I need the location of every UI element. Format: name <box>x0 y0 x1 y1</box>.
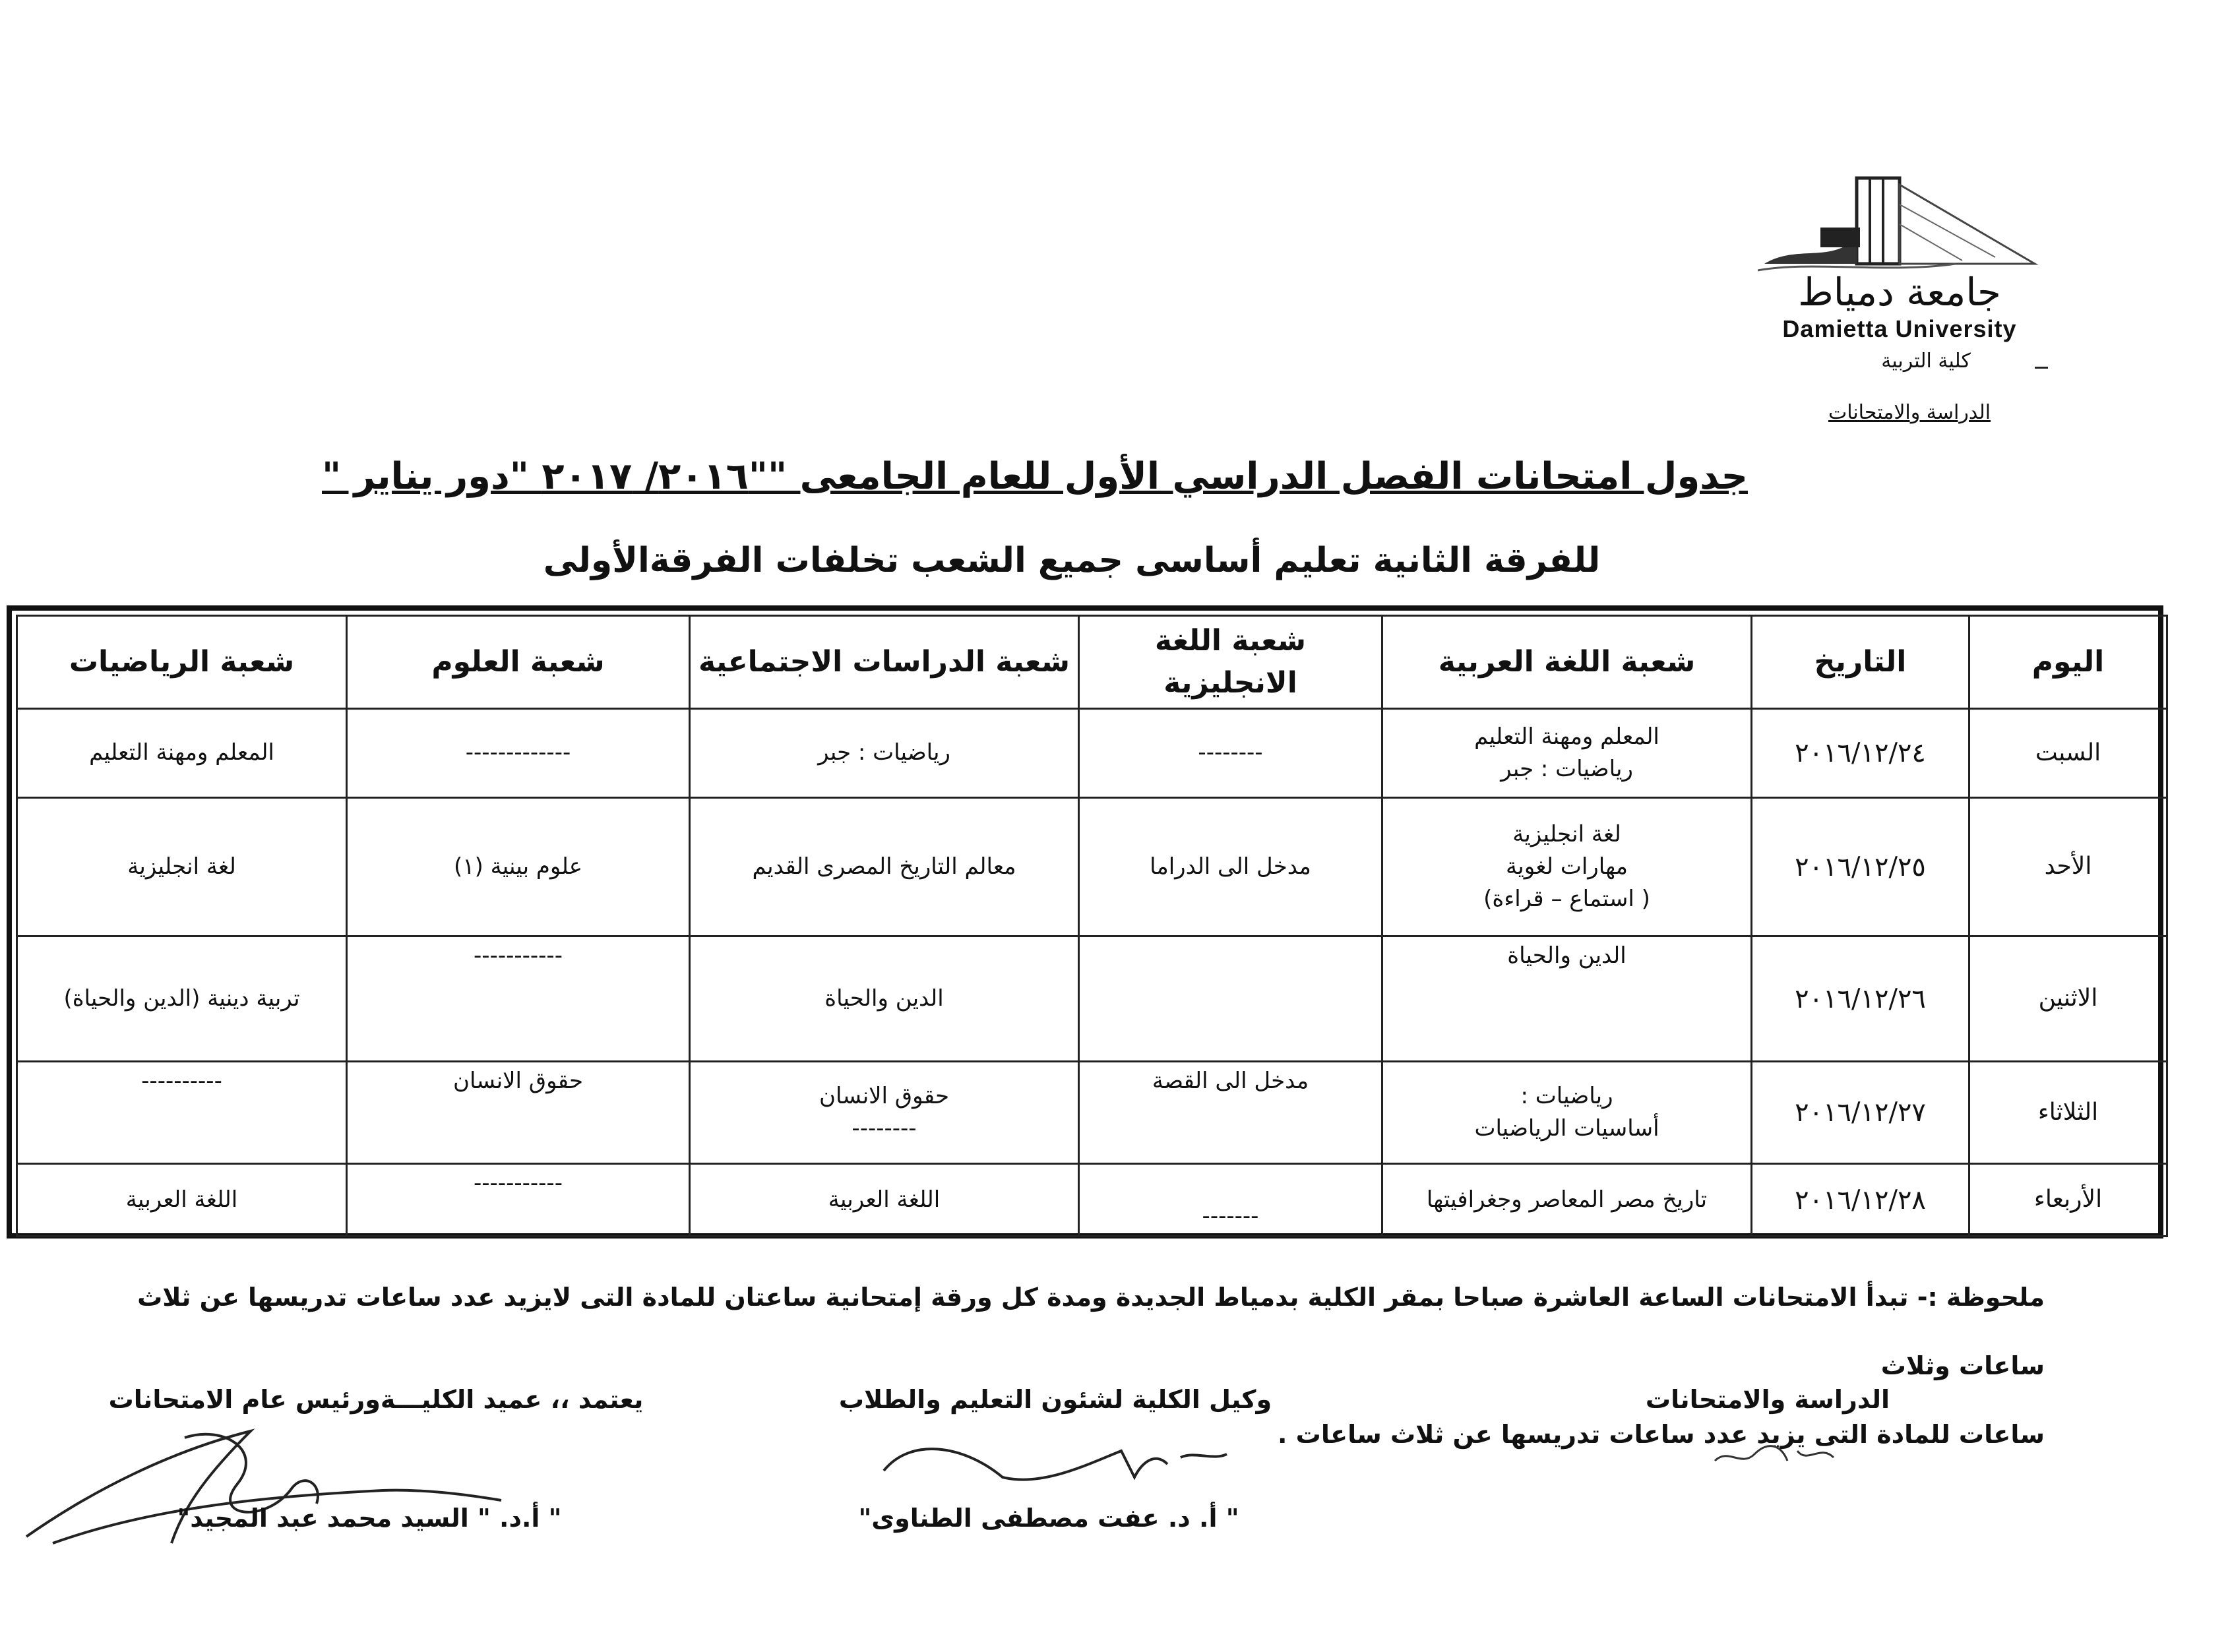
cell-line: رياضيات : <box>1520 1082 1613 1109</box>
date-cell: ٢٠١٦/١٢/٢٨ <box>1752 1164 1969 1237</box>
cell-line: ------- <box>1202 1202 1259 1229</box>
header-english: شعبة اللغة الانجليزية <box>1079 616 1382 709</box>
cell-line: مهارات لغوية <box>1506 853 1628 880</box>
cell-line: -------- <box>1198 739 1263 766</box>
english-cell <box>1079 936 1382 1062</box>
science-cell <box>347 936 690 1062</box>
cell-line: رياضيات : جبر <box>818 739 950 766</box>
dean-signature-icon <box>13 1411 514 1563</box>
cell-line: اللغة العربية <box>828 1186 941 1213</box>
university-name-english: Damietta University <box>1782 315 2017 342</box>
cell-line: المعلم ومهنة التعليم <box>1474 723 1659 750</box>
header-date: التاريخ <box>1752 616 1969 709</box>
cell-line: تاريخ مصر المعاصر وجغرافيتها <box>1426 1186 1708 1213</box>
english-cell <box>1079 709 1382 798</box>
cell-line: الدين والحياة <box>1507 942 1626 969</box>
university-emblem-icon <box>1758 165 2041 277</box>
header-math: شعبة الرياضيات <box>17 616 347 709</box>
header-science: شعبة العلوم <box>347 616 690 709</box>
arabic-cell <box>1382 1164 1752 1237</box>
date-cell: ٢٠١٦/١٢/٢٧ <box>1752 1062 1969 1164</box>
table-row <box>17 936 2167 1062</box>
table-row <box>17 1062 2167 1164</box>
cell-line: أساسيات الرياضيات <box>1474 1115 1659 1142</box>
social-cell <box>690 709 1079 798</box>
cell-line: علوم بينية (١) <box>453 853 583 880</box>
dash-mark <box>2035 367 2048 369</box>
date-cell: ٢٠١٦/١٢/٢٥ <box>1752 798 1969 936</box>
table-row <box>17 798 2167 936</box>
math-cell <box>17 798 347 936</box>
table-row <box>17 1164 2167 1237</box>
note-line-1: ملحوظة :- تبدأ الامتحانات الساعة العاشرة صباحا بمقر الكلية بدمياط الجديدة ومدة كل ورقة إمتحانية ساعتان للمادة التى لايزيد عدد ساعات تدريسها عن ثلاث ساعات وثلاث <box>137 1283 2045 1380</box>
faculty-name: كلية التربية <box>1881 350 1971 373</box>
cell-line: رياضيات : جبر <box>1501 756 1633 782</box>
table-row <box>17 709 2167 798</box>
table-header-row <box>17 616 2167 709</box>
cell-line: لغة انجليزية <box>127 853 236 880</box>
department-name: الدراسة والامتحانات <box>1828 401 1991 424</box>
science-cell <box>347 1062 690 1164</box>
social-cell <box>690 1062 1079 1164</box>
day-cell: الأحد <box>1969 798 2167 936</box>
math-cell <box>17 1062 347 1164</box>
day-cell: الاثنين <box>1969 936 2167 1062</box>
arabic-cell <box>1382 709 1752 798</box>
cell-line: ---------- <box>141 1068 222 1094</box>
university-logo <box>1715 165 2084 442</box>
math-cell <box>17 709 347 798</box>
date-cell: ٢٠١٦/١٢/٢٦ <box>1752 936 1969 1062</box>
dean-name: " أ.د. " السيد محمد عبد المجيد" <box>177 1504 562 1533</box>
arabic-cell <box>1382 1062 1752 1164</box>
exam-schedule-table-frame <box>7 605 2163 1239</box>
cell-line: حقوق الانسان <box>453 1068 583 1094</box>
vice-dean-label: وكيل الكلية لشئون التعليم والطلاب <box>838 1385 1272 1414</box>
cell-line: اللغة العربية <box>125 1186 238 1213</box>
social-cell <box>690 936 1079 1062</box>
cell-line: ----------- <box>474 942 563 969</box>
cell-line: معالم التاريخ المصرى القديم <box>752 853 1016 880</box>
day-cell: الأربعاء <box>1969 1164 2167 1237</box>
vice-dean-name: " أ. د. عفت مصطفى الطناوى" <box>858 1504 1239 1533</box>
cell-line: ( استماع – قراءة) <box>1483 886 1650 913</box>
cell-line: الدين والحياة <box>824 985 944 1012</box>
cell-line: -------- <box>852 1115 917 1142</box>
cell-line: مدخل الى القصة <box>1152 1068 1309 1094</box>
english-cell <box>1079 798 1382 936</box>
science-cell <box>347 709 690 798</box>
day-cell: السبت <box>1969 709 2167 798</box>
university-name-arabic: جامعة دمياط <box>1798 270 2001 315</box>
header-social: شعبة الدراسات الاجتماعية <box>690 616 1079 709</box>
math-cell <box>17 1164 347 1237</box>
arabic-cell <box>1382 936 1752 1062</box>
studies-signature-icon <box>1708 1431 1853 1477</box>
day-cell: الثلاثاء <box>1969 1062 2167 1164</box>
social-cell <box>690 1164 1079 1237</box>
exam-schedule-table <box>16 615 2168 1237</box>
cell-line: حقوق الانسان <box>819 1082 949 1109</box>
dean-label: يعتمد ،، عميد الكليـــةورئيس عام الامتحانات <box>108 1385 644 1414</box>
science-cell <box>347 1164 690 1237</box>
arabic-cell <box>1382 798 1752 936</box>
studies-signature-label: الدراسة والامتحانات <box>1645 1385 1890 1414</box>
cell-line: لغة انجليزية <box>1512 820 1621 847</box>
cell-line: المعلم ومهنة التعليم <box>89 739 274 766</box>
vice-dean-signature-icon <box>871 1424 1240 1490</box>
science-cell <box>347 798 690 936</box>
header-day: اليوم <box>1969 616 2167 709</box>
english-cell <box>1079 1062 1382 1164</box>
social-cell <box>690 798 1079 936</box>
math-cell <box>17 936 347 1062</box>
note-line-2: ساعات للمادة التى يزيد عدد ساعات تدريسها عن ثلاث ساعات . <box>1278 1420 2045 1449</box>
page-title: جدول امتحانات الفصل الدراسي الأول للعام الجامعى ""٢٠١٦/ ٢٠١٧ "دور يناير " <box>322 455 1748 498</box>
cell-line: ----------- <box>474 1170 563 1196</box>
page-subtitle: للفرقة الثانية تعليم أساسى جميع الشعب تخلفات الفرقةالأولى <box>543 541 1601 580</box>
cell-line: مدخل الى الدراما <box>1150 853 1311 880</box>
cell-line: تربية دينية (الدين والحياة) <box>63 985 300 1012</box>
date-cell: ٢٠١٦/١٢/٢٤ <box>1752 709 1969 798</box>
english-cell <box>1079 1164 1382 1237</box>
cell-line: ------------- <box>465 739 571 766</box>
header-arabic: شعبة اللغة العربية <box>1382 616 1752 709</box>
